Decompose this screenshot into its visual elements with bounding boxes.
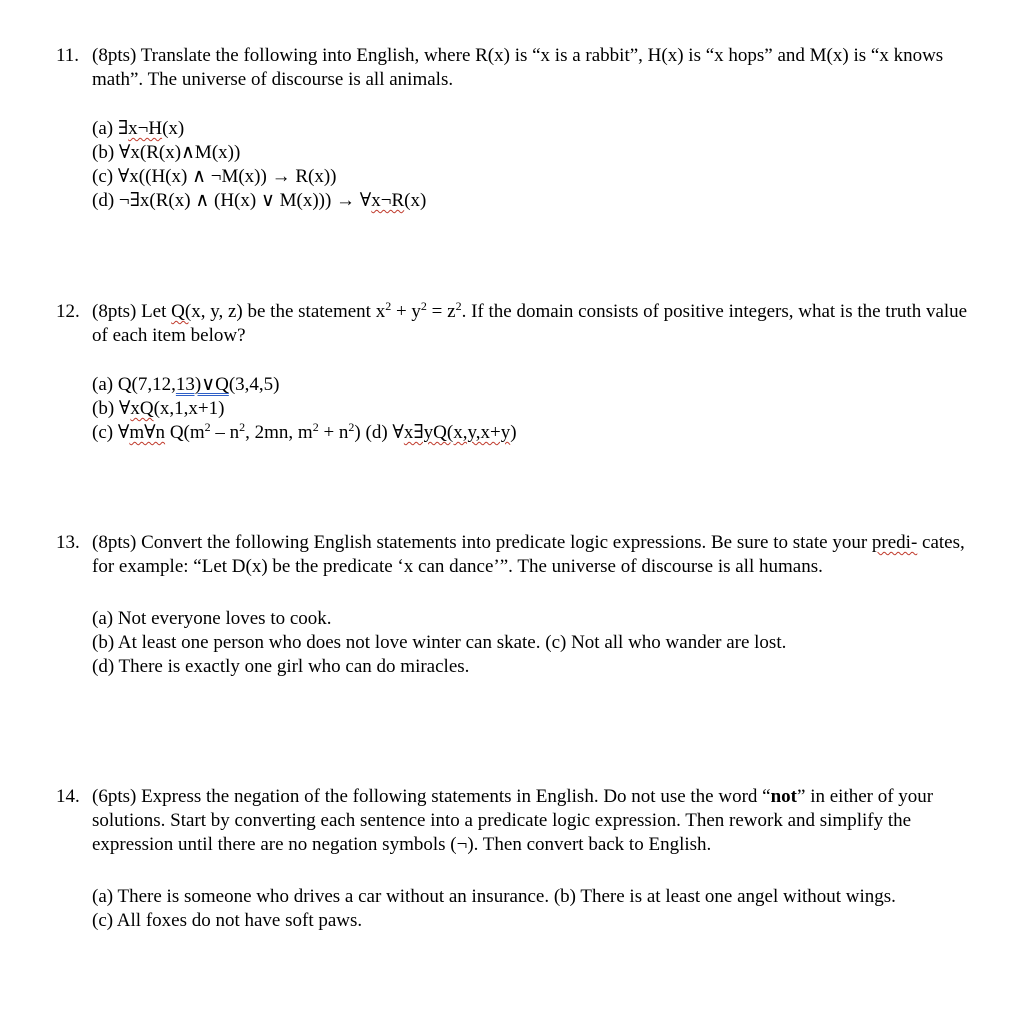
- emphasis-not: not: [770, 786, 798, 807]
- question-14-prompt: [56, 785, 976, 857]
- item-13d: (d) There is exactly one girl who can do miracles.: [92, 656, 470, 677]
- question-14: [56, 785, 976, 933]
- item-text: (b) ∀: [92, 398, 131, 419]
- item-text: (d) ¬∃x(R(x) ∧ (H(x) ∨ M(x))) → ∀: [92, 190, 372, 211]
- item-text: (3,4,5): [228, 374, 280, 395]
- item-text: (x): [404, 190, 427, 211]
- item-11a: [92, 117, 976, 141]
- item-11d: [92, 189, 976, 213]
- question-number: 12.: [56, 301, 80, 322]
- question-13-items: [92, 607, 976, 679]
- spellcheck-mark: m∀n: [129, 422, 166, 443]
- question-11-prompt: [56, 44, 976, 92]
- question-12-prompt: [56, 300, 976, 348]
- spellcheck-mark: x¬R: [371, 190, 405, 211]
- question-text: [92, 300, 976, 348]
- question-text: [92, 785, 976, 857]
- question-number: 14.: [56, 786, 80, 807]
- superscript: 2: [420, 299, 427, 313]
- question-14-items: [92, 885, 976, 933]
- superscript: 2: [348, 420, 355, 434]
- item-12a: [92, 373, 976, 397]
- item-text: Q(m: [165, 422, 205, 443]
- text-part: cates, for example: “Let D(x) be the predicate ‘x can dance’”. The universe of discourse is all humans.: [92, 532, 965, 577]
- question-11-items: [92, 117, 976, 213]
- superscript: 2: [312, 420, 319, 434]
- item-text: (a) ∃: [92, 118, 129, 139]
- item-13a: (a) Not everyone loves to cook.: [92, 608, 332, 629]
- question-text: [92, 531, 976, 579]
- item-14c: (c) All foxes do not have soft paws.: [92, 910, 363, 931]
- text-part: (8pts) Let: [92, 301, 172, 322]
- question-text: (8pts) Translate the following into English, where R(x) is “x is a rabbit”, H(x) is “x hops” and M(x) is “x knows math”. The universe of discourse is all animals.: [92, 45, 944, 90]
- item-11b: (b) ∀x(R(x)∧M(x)): [92, 142, 241, 163]
- item-text: ): [510, 422, 517, 443]
- superscript: 2: [204, 420, 211, 434]
- item-text: + n: [318, 422, 349, 443]
- grammar-mark: 13)∨Q: [175, 374, 229, 395]
- item-text: – n: [210, 422, 240, 443]
- item-text: , 2mn, m: [245, 422, 313, 443]
- item-14ab: (a) There is someone who drives a car without an insurance. (b) There is at least one angel without wings.: [92, 886, 896, 907]
- text-part: ” in either of your solutions. Start by converting each sentence into a predicate logic expression. Then rework and simplify the expression until there are no negation symbols (¬). Then convert back to English.: [92, 786, 934, 855]
- item-text: (c) ∀: [92, 422, 130, 443]
- text-part: (6pts) Express the negation of the following statements in English. Do not use the word “: [92, 786, 771, 807]
- item-11c: (c) ∀x((H(x) ∧ ¬M(x)) → R(x)): [92, 166, 337, 187]
- item-12c: [92, 421, 976, 445]
- item-text: (x,1,x+1): [153, 398, 225, 419]
- item-text: ) (d) ∀: [354, 422, 404, 443]
- spellcheck-mark: x¬H: [128, 118, 163, 139]
- spellcheck-mark: Q(: [171, 301, 192, 322]
- spellcheck-mark: x∃yQ(x,y,x+y: [403, 422, 511, 443]
- text-part: (8pts) Convert the following English statements into predicate logic expressions. Be sure to state your: [92, 532, 872, 553]
- text-part: = z: [426, 301, 456, 322]
- question-12-items: [92, 373, 976, 445]
- text-part: + y: [391, 301, 421, 322]
- question-11: [56, 44, 976, 213]
- item-12b: [92, 397, 976, 421]
- question-number: 13.: [56, 532, 80, 553]
- superscript: 2: [385, 299, 392, 313]
- question-12: [56, 300, 976, 445]
- spellcheck-mark: xQ: [130, 398, 154, 419]
- question-13: [56, 531, 976, 679]
- text-part: . If the domain consists of positive integers, what is the truth value of each item below?: [92, 301, 968, 346]
- question-13-prompt: [56, 531, 976, 579]
- superscript: 2: [455, 299, 462, 313]
- item-text: (x): [162, 118, 185, 139]
- text-part: x, y, z) be the statement x: [191, 301, 386, 322]
- item-text: (a) Q(7,12,: [92, 374, 176, 395]
- question-number: 11.: [56, 45, 80, 66]
- superscript: 2: [239, 420, 246, 434]
- item-13b: (b) At least one person who does not love winter can skate. (c) Not all who wander are lost.: [92, 632, 787, 653]
- spellcheck-mark: predi-: [871, 532, 918, 553]
